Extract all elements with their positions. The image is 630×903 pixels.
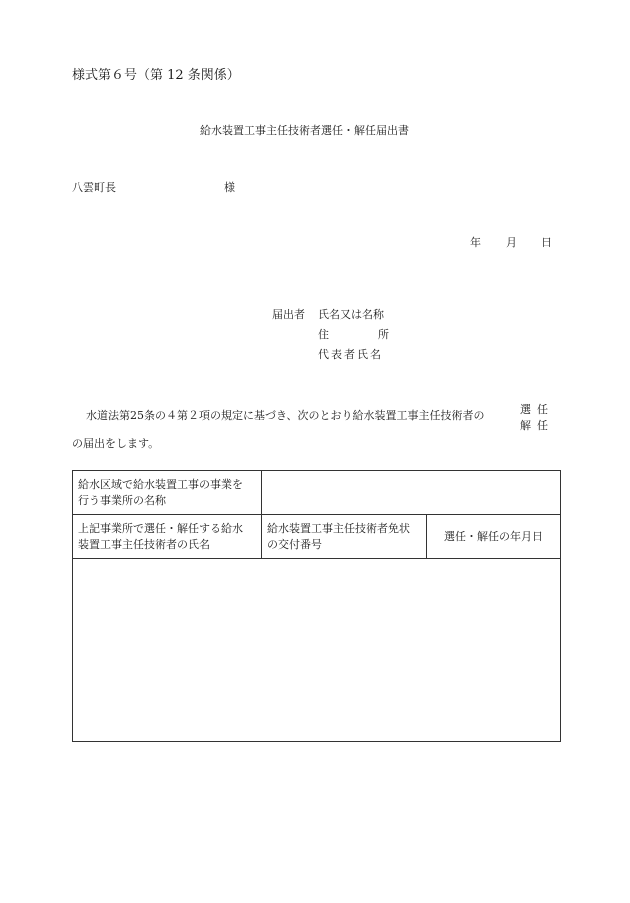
header-appointment-date: 選任・解任の年月日	[427, 515, 561, 559]
date-day-label: 日	[541, 236, 552, 249]
office-label-line-1: 給水区域で給水装置工事の事業を	[78, 477, 243, 491]
form-number: 様式第６号（第 12 条関係）	[72, 68, 240, 83]
header-license-number	[262, 515, 427, 559]
applicant-label: 届出者	[272, 308, 305, 321]
header-engineer-name	[73, 515, 262, 559]
choice-dismiss[interactable]: 解任	[520, 419, 554, 432]
body-text-line-1: 水道法第25条の４第２項の規定に基づき、次のとおり給水装置工事主任技術者の	[86, 409, 485, 422]
choice-appoint[interactable]: 選任	[520, 403, 554, 416]
header-col2-line-1: 給水装置工事主任技術者免状	[267, 521, 410, 535]
header-col1-line-1: 上記事業所で選任・解任する給水	[78, 521, 243, 535]
office-label-line-2: 行う事業所の名称	[78, 493, 166, 507]
body-text-line-2: の届出をします。	[72, 437, 160, 450]
address-label-part-1: 住	[318, 328, 329, 341]
address-label-part-2: 所	[378, 328, 389, 341]
office-name-label	[73, 471, 262, 515]
entry-area[interactable]	[73, 559, 561, 742]
date-month-label: 月	[506, 236, 517, 249]
notification-table	[72, 470, 561, 742]
header-col1-line-2: 装置工事主任技術者の氏名	[78, 537, 210, 551]
applicant-representative-label: 代表者氏名	[318, 348, 383, 361]
table-row	[73, 559, 561, 742]
table-header-row	[73, 515, 561, 559]
applicant-name-label: 氏名又は名称	[318, 308, 384, 321]
document-title: 給水装置工事主任技術者選任・解任届出書	[200, 124, 409, 137]
office-name-field[interactable]	[262, 471, 561, 515]
date-year-label: 年	[470, 236, 481, 249]
addressee-honorific: 様	[224, 181, 235, 194]
applicant-address-label	[318, 326, 389, 342]
header-col2-line-2: の交付番号	[267, 537, 322, 551]
office-row	[73, 471, 561, 515]
addressee-name: 八雲町長	[72, 181, 116, 194]
